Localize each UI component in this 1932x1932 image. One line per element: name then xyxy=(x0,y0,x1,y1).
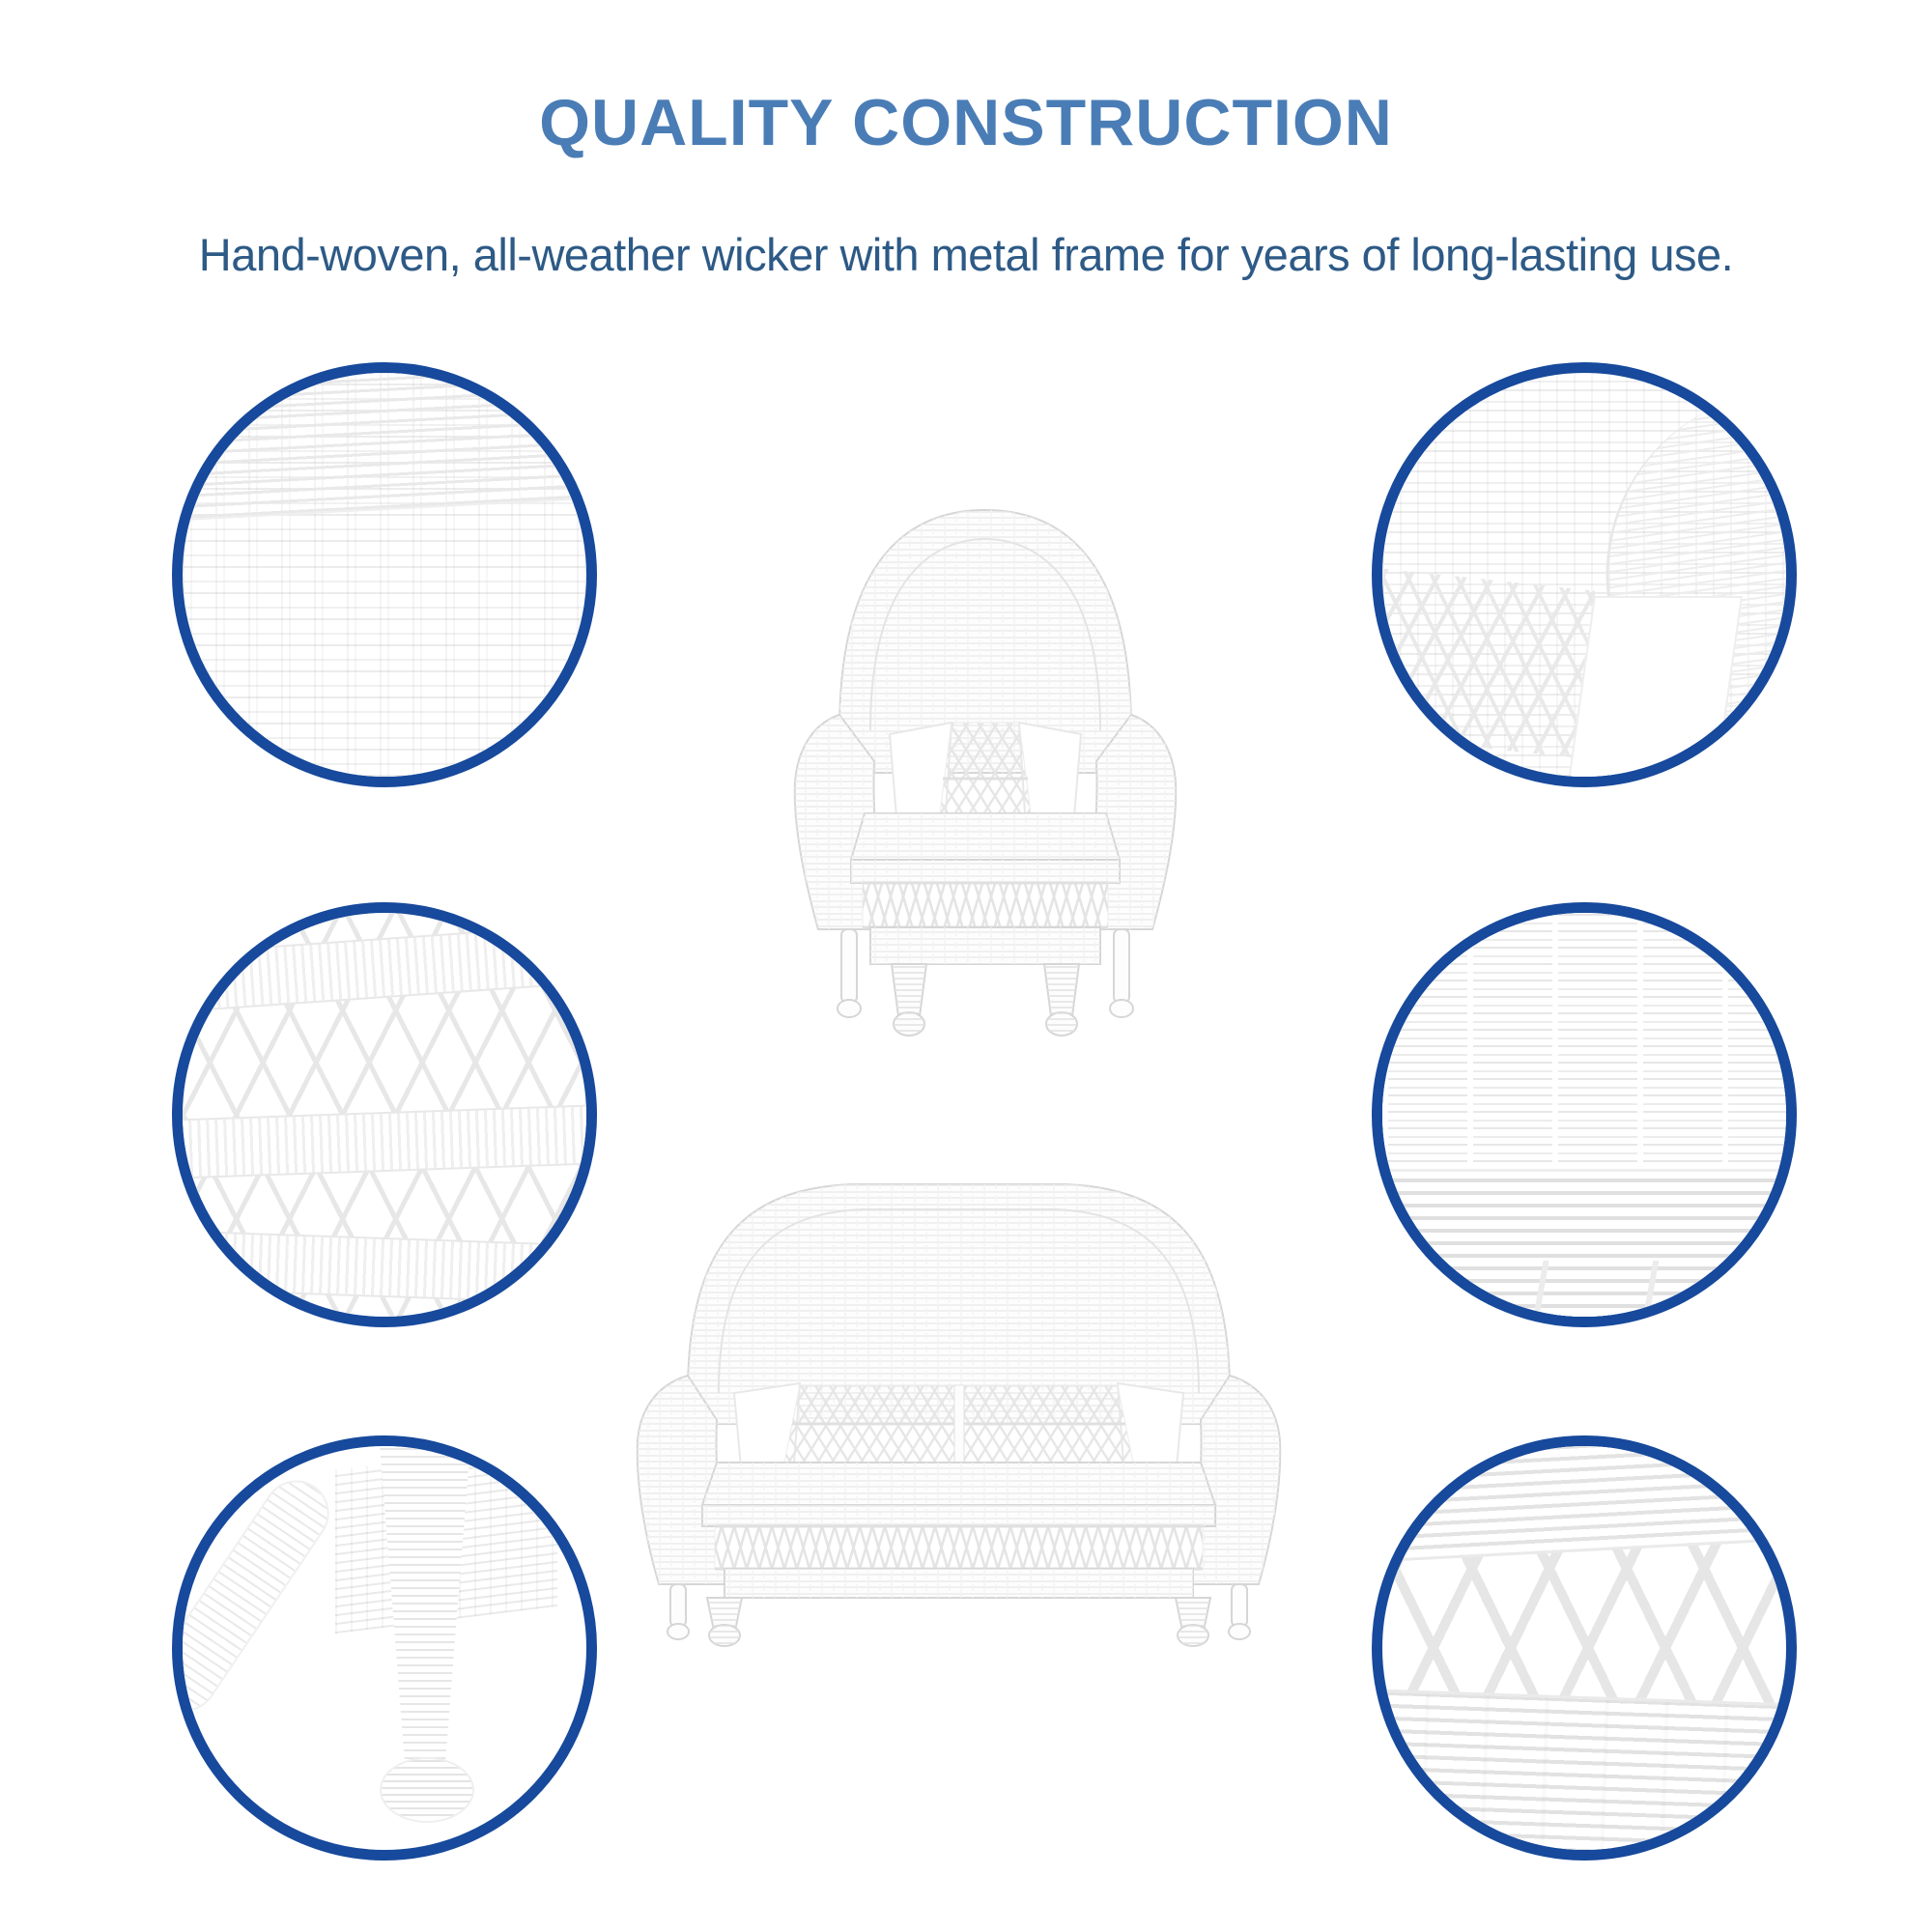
wicker-loveseat-drawing xyxy=(609,1101,1309,1647)
loveseat-seat xyxy=(702,1463,1215,1526)
leg-detail-texture xyxy=(183,1446,586,1850)
spoke-band xyxy=(1382,1261,1786,1317)
woven-band xyxy=(172,1230,597,1305)
woven-band-bottom xyxy=(1372,1689,1797,1861)
wicker-tight-weave-detail-circle xyxy=(1372,902,1797,1327)
wicker-loveseat-image xyxy=(609,1101,1309,1647)
woven-edge-band xyxy=(172,362,597,522)
chair-seat xyxy=(851,813,1120,883)
page-title: QUALITY CONSTRUCTION xyxy=(539,86,1393,159)
woven-band-top xyxy=(1372,1435,1797,1563)
wicker-diamond-lattice-detail-circle xyxy=(172,902,597,1327)
woven-band xyxy=(172,1104,597,1179)
loveseat-apron xyxy=(715,1526,1203,1598)
wicker-arm-corner-detail-circle xyxy=(1372,362,1797,787)
side-opening xyxy=(1567,596,1743,787)
lattice-patch xyxy=(1372,566,1595,759)
wicker-chair-drawing xyxy=(778,471,1193,1039)
tight-weave-texture xyxy=(1382,913,1786,1317)
wrapped-stretcher-bar xyxy=(172,1467,342,1723)
wicker-basket-weave-detail-circle xyxy=(172,362,597,787)
ball-foot xyxy=(380,1757,474,1823)
chair-apron xyxy=(863,883,1108,964)
chair-back-lattice xyxy=(940,723,1031,813)
basket-weave-texture xyxy=(183,373,586,777)
woven-band xyxy=(172,923,597,1013)
wicker-cross-lattice-detail-circle xyxy=(1372,1435,1797,1861)
wicker-leg-detail-circle xyxy=(172,1435,597,1861)
page-subtitle: Hand-woven, all-weather wicker with metal frame for years of long-lasting use. xyxy=(198,229,1734,280)
loveseat-back-lattice xyxy=(784,1385,1133,1463)
cross-lattice-texture xyxy=(1382,1446,1786,1850)
wicker-chair-image xyxy=(778,471,1193,1039)
diamond-lattice-texture xyxy=(183,913,586,1317)
arm-corner-texture xyxy=(1382,373,1786,777)
